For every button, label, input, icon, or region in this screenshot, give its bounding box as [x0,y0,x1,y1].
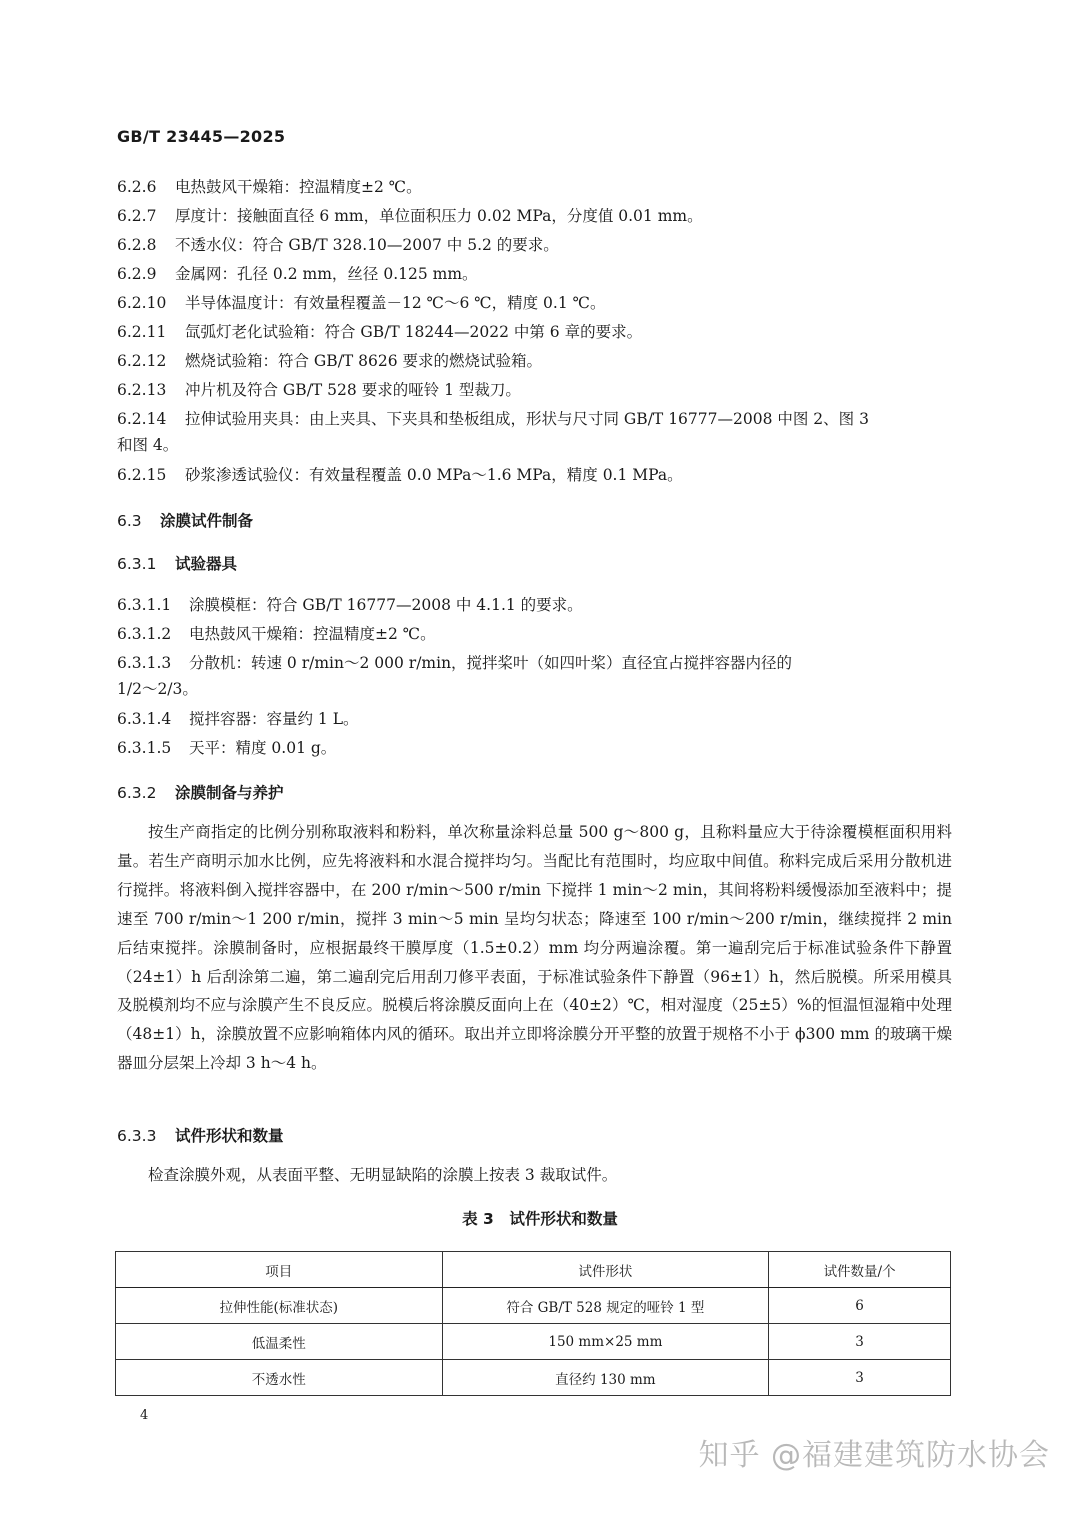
clause-6-2-12: 6.2.12 燃烧试验箱：符合 GB/T 8626 要求的燃烧试验箱。 [117,352,543,370]
page-number: 4 [140,1408,149,1423]
table-cell: 拉伸性能(标准状态) [116,1288,443,1324]
table-header-row [116,1252,951,1288]
paragraph-6-3-2: 按生产商指定的比例分别称取液料和粉料，单次称量涂料总量 500 g～800 g，且称料量应大于待涂覆模框面积用料量。若生产商明示加水比例，应先将液料和水混合搅拌均匀。当配比有范围时，均应取中间值。称料完成后采用分散机进行搅拌。将液料倒入搅拌容器中，在 200 r/min～500 r/min 下搅拌 1 min～2 min，其间将粉料缓慢添加至液料中；提速至 700 r/min～1 200 r/min，搅拌 3 min～5 min 呈均匀状态；降速至 100 r/min～200 r/min，继续搅拌 2 min 后结束搅拌。涂膜制备时，应根据最终干膜厚度（1.5±0.2）mm 均分两遍涂覆。第一遍刮完后于标准试验条件下静置（24±1）h 后刮涂第二遍，第二遍刮完后用刮刀修平表面，于标准试验条件下静置（96±1）h，然后脱模。所采用模具及脱模剂均不应与涂膜产生不良反应。脱模后将涂膜反面向上在（40±2）℃，相对湿度（25±5）%的恒温恒湿箱中处理（48±1）h，涂膜放置不应影响箱体内风的循环。取出并立即将涂膜分开平整的放置于规格不小于 ϕ300 mm 的玻璃干燥器皿分层架上冷却 3 h～4 h。 [117,823,952,1073]
clause-6-3-1-5: 6.3.1.5 天平：精度 0.01 g。 [117,739,337,757]
table-cell: 3 [769,1324,951,1360]
clause-6-3-1-2: 6.3.1.2 电热鼓风干燥箱：控温精度±2 ℃。 [117,625,436,643]
table-header-cell: 项目 [116,1252,443,1288]
section-6-3-1-heading: 6.3.1 试验器具 [117,555,238,573]
table-header-cell: 试件数量/个 [769,1252,951,1288]
specimen-table [115,1251,951,1396]
clause-6-2-13: 6.2.13 冲片机及符合 GB/T 528 要求的哑铃 1 型裁刀。 [117,381,521,399]
clause-6-2-15: 6.2.15 砂浆渗透试验仪：有效量程覆盖 0.0 MPa～1.6 MPa，精度 0.1 MPa。 [117,466,683,484]
clause-6-2-14-cont: 和图 4。 [117,436,179,454]
clause-6-3-1-3-cont: 1/2～2/3。 [117,680,198,698]
table-row [116,1324,951,1360]
table-cell: 6 [769,1288,951,1324]
table-row [116,1288,951,1324]
section-6-3-2-heading: 6.3.2 涂膜制备与养护 [117,784,284,802]
document-code-header: GB/T 23445—2025 [117,127,286,146]
paragraph-6-3-3: 检查涂膜外观，从表面平整、无明显缺陷的涂膜上按表 3 裁取试件。 [148,1166,618,1184]
clause-6-2-6: 6.2.6 电热鼓风干燥箱：控温精度±2 ℃。 [117,178,422,196]
table-cell: 直径约 130 mm [442,1360,769,1396]
clause-6-2-11: 6.2.11 氙弧灯老化试验箱：符合 GB/T 18244—2022 中第 6 章的要求。 [117,323,643,341]
clause-6-2-14: 6.2.14 拉伸试验用夹具：由上夹具、下夹具和垫板组成，形状与尺寸同 GB/T 16777—2008 中图 2、图 3 [117,410,869,428]
table-caption: 表 3 试件形状和数量 [462,1210,618,1228]
clause-6-2-7: 6.2.7 厚度计：接触面直径 6 mm，单位面积压力 0.02 MPa，分度值 0.01 mm。 [117,207,703,225]
watermark: 知乎 @福建建筑防水协会 [698,1438,1050,1473]
table-cell: 不透水性 [116,1360,443,1396]
table-cell: 150 mm×25 mm [442,1324,769,1360]
clause-6-3-1-1: 6.3.1.1 涂膜模框：符合 GB/T 16777—2008 中 4.1.1 的要求。 [117,596,583,614]
clause-6-3-1-4: 6.3.1.4 搅拌容器：容量约 1 L。 [117,710,359,728]
clause-6-3-1-3: 6.3.1.3 分散机：转速 0 r/min～2 000 r/min，搅拌桨叶（如四叶桨）直径宜占搅拌容器内径的 [117,654,793,672]
table-header-cell: 试件形状 [442,1252,769,1288]
table-cell: 3 [769,1360,951,1396]
table-row [116,1360,951,1396]
clause-6-2-9: 6.2.9 金属网：孔径 0.2 mm，丝径 0.125 mm。 [117,265,478,283]
section-6-3-heading: 6.3 涂膜试件制备 [117,512,254,530]
table-cell: 符合 GB/T 528 规定的哑铃 1 型 [442,1288,769,1324]
table-cell: 低温柔性 [116,1324,443,1360]
clause-6-2-8: 6.2.8 不透水仪：符合 GB/T 328.10—2007 中 5.2 的要求。 [117,236,559,254]
section-6-3-3-heading: 6.3.3 试件形状和数量 [117,1127,284,1145]
clause-6-2-10: 6.2.10 半导体温度计：有效量程覆盖－12 ℃～6 ℃，精度 0.1 ℃。 [117,294,606,312]
